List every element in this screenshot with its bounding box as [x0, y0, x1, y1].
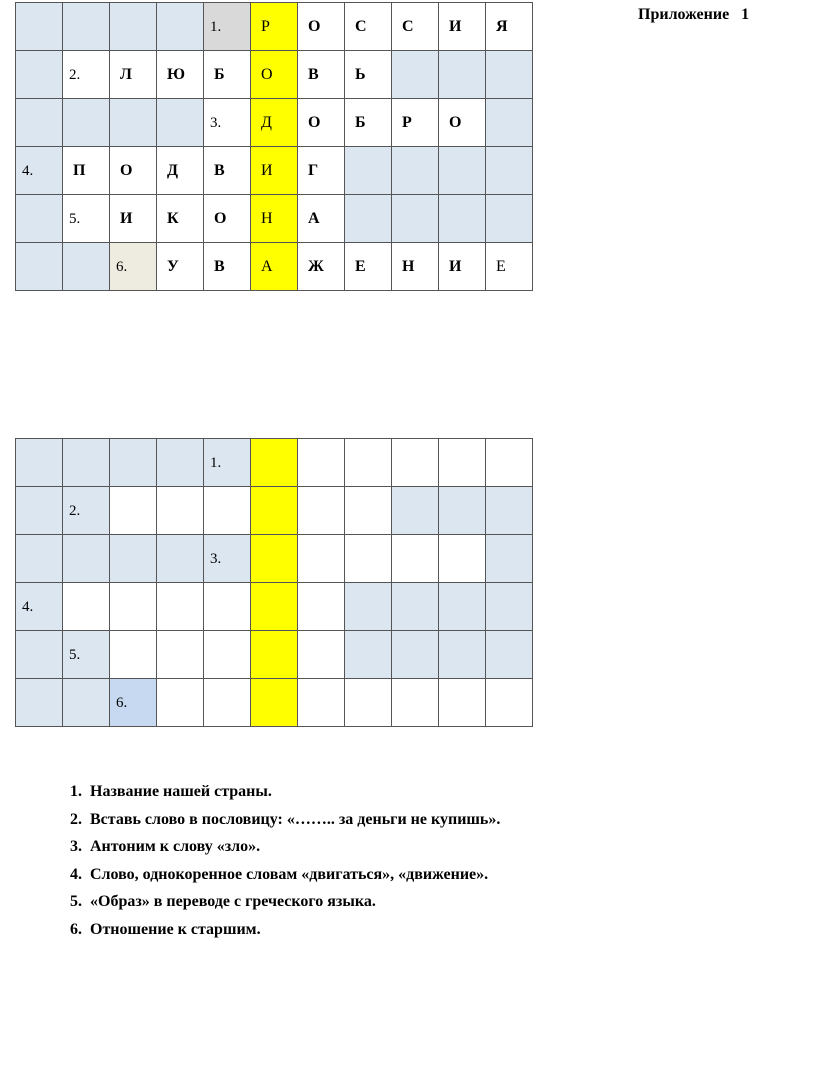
grid-row: [16, 99, 533, 147]
cell-text: А: [261, 257, 273, 275]
letter-cell: [157, 3, 204, 51]
letter-cell[interactable]: [439, 535, 486, 583]
letter-cell: [486, 535, 533, 583]
cell-text: О: [308, 17, 321, 35]
grid-row: [16, 631, 533, 679]
keyword-cell: [251, 147, 298, 195]
letter-cell: [392, 195, 439, 243]
grid-row: [16, 439, 533, 487]
letter-cell: [110, 535, 157, 583]
letter-cell: [63, 243, 110, 291]
letter-cell[interactable]: [204, 583, 251, 631]
letter-cell: [439, 195, 486, 243]
letter-cell: [110, 51, 157, 99]
letter-cell[interactable]: [345, 439, 392, 487]
letter-cell: [63, 147, 110, 195]
cell-text: О: [214, 209, 227, 227]
letter-cell: [486, 195, 533, 243]
cell-text: 6.: [116, 258, 128, 275]
keyword-cell: [251, 99, 298, 147]
cell-text: Я: [496, 17, 508, 35]
letter-cell: [486, 51, 533, 99]
cell-text: 6.: [116, 694, 128, 711]
cell-text: О: [308, 113, 321, 131]
letter-cell: [486, 147, 533, 195]
letter-cell: [110, 147, 157, 195]
letter-cell: [110, 3, 157, 51]
cell-text: Р: [402, 113, 412, 131]
letter-cell[interactable]: [298, 439, 345, 487]
cell-text: 5.: [69, 646, 81, 663]
letter-cell: [486, 99, 533, 147]
cell-text: Ь: [355, 65, 366, 83]
clue-item: 2. Вставь слово в пословицу: «…….. за деньги не купишь».: [86, 806, 500, 834]
cell-text: Б: [214, 65, 225, 83]
letter-cell: [392, 3, 439, 51]
letter-cell: [439, 147, 486, 195]
letter-cell[interactable]: [392, 679, 439, 727]
letter-cell: [345, 243, 392, 291]
appendix-label: [638, 6, 749, 24]
letter-cell[interactable]: [157, 487, 204, 535]
clue-number-cell: [63, 51, 110, 99]
letter-cell: [16, 631, 63, 679]
letter-cell: [439, 583, 486, 631]
cell-text: Н: [402, 257, 415, 275]
clue-number-cell: [110, 679, 157, 727]
letter-cell: [204, 243, 251, 291]
letter-cell: [392, 487, 439, 535]
letter-cell: [345, 51, 392, 99]
letter-cell: [63, 3, 110, 51]
keyword-cell[interactable]: [251, 583, 298, 631]
cell-text: Н: [261, 209, 273, 227]
letter-cell[interactable]: [392, 439, 439, 487]
letter-cell: [298, 3, 345, 51]
letter-cell: [157, 51, 204, 99]
cell-text: С: [402, 17, 414, 35]
grid-row: [16, 51, 533, 99]
letter-cell: [298, 195, 345, 243]
letter-cell: [486, 631, 533, 679]
clue-number-cell: [16, 147, 63, 195]
letter-cell[interactable]: [345, 535, 392, 583]
cell-text: Ж: [308, 257, 324, 275]
cell-text: О: [449, 113, 462, 131]
keyword-cell: [251, 243, 298, 291]
letter-cell: [157, 99, 204, 147]
keyword-cell: [251, 195, 298, 243]
clue-item: 3. Антоним к слову «зло».: [86, 833, 500, 861]
keyword-cell[interactable]: [251, 439, 298, 487]
letter-cell: [157, 147, 204, 195]
letter-cell: [298, 243, 345, 291]
clue-number-cell: [16, 583, 63, 631]
grid-row: [16, 195, 533, 243]
letter-cell: [439, 487, 486, 535]
letter-cell: [486, 583, 533, 631]
cell-text: 3.: [210, 114, 222, 131]
clue-item: 1. Название нашей страны.: [86, 778, 500, 806]
cell-text: О: [120, 161, 133, 179]
letter-cell: [16, 195, 63, 243]
letter-cell: [298, 51, 345, 99]
cell-text: В: [308, 65, 319, 83]
letter-cell: [157, 535, 204, 583]
letter-cell: [392, 147, 439, 195]
letter-cell: [157, 195, 204, 243]
letter-cell: [392, 631, 439, 679]
letter-cell: [392, 583, 439, 631]
letter-cell: [345, 583, 392, 631]
letter-cell: [63, 439, 110, 487]
letter-cell: [345, 99, 392, 147]
clue-number-cell: [110, 243, 157, 291]
cell-text: Б: [355, 113, 366, 131]
grid-row: [16, 535, 533, 583]
letter-cell[interactable]: [345, 679, 392, 727]
letter-cell[interactable]: [63, 583, 110, 631]
letter-cell[interactable]: [204, 679, 251, 727]
clue-item: 5. «Образ» в переводе с греческого языка.: [86, 888, 500, 916]
appendix-number: 1: [741, 6, 750, 23]
letter-cell: [204, 147, 251, 195]
cell-text: И: [120, 209, 133, 227]
letter-cell: [345, 631, 392, 679]
letter-cell: [204, 51, 251, 99]
clue-list: [52, 778, 500, 943]
appendix-title: Приложение: [638, 6, 730, 23]
keyword-cell[interactable]: [251, 631, 298, 679]
letter-cell: [16, 439, 63, 487]
letter-cell[interactable]: [204, 631, 251, 679]
grid-row: [16, 3, 533, 51]
letter-cell: [439, 99, 486, 147]
letter-cell: [392, 51, 439, 99]
letter-cell: [392, 243, 439, 291]
cell-text: В: [214, 161, 225, 179]
cell-text: Е: [496, 257, 506, 275]
keyword-cell: [251, 3, 298, 51]
letter-cell: [298, 99, 345, 147]
letter-cell: [110, 439, 157, 487]
letter-cell: [486, 3, 533, 51]
letter-cell: [157, 243, 204, 291]
letter-cell: [439, 631, 486, 679]
letter-cell: [63, 535, 110, 583]
cell-text: У: [167, 257, 179, 275]
cell-text: Ю: [167, 65, 186, 83]
letter-cell: [439, 243, 486, 291]
grid-row: [16, 243, 533, 291]
letter-cell: [16, 487, 63, 535]
letter-cell[interactable]: [157, 631, 204, 679]
keyword-cell[interactable]: [251, 535, 298, 583]
cell-text: К: [167, 209, 179, 227]
letter-cell: [345, 147, 392, 195]
letter-cell[interactable]: [298, 583, 345, 631]
letter-cell[interactable]: [486, 439, 533, 487]
letter-cell[interactable]: [392, 535, 439, 583]
cell-text: Р: [261, 17, 270, 35]
letter-cell: [16, 535, 63, 583]
cell-text: 2.: [69, 502, 81, 519]
cell-text: 1.: [210, 454, 222, 471]
letter-cell: [439, 3, 486, 51]
grid-row: [16, 679, 533, 727]
cell-text: О: [261, 65, 273, 83]
clue-number-cell: [204, 439, 251, 487]
keyword-cell[interactable]: [251, 487, 298, 535]
cell-text: Д: [261, 113, 272, 131]
letter-cell: [16, 99, 63, 147]
letter-cell[interactable]: [298, 535, 345, 583]
clue-number-cell: [204, 99, 251, 147]
letter-cell: [392, 99, 439, 147]
clue-item: 6. Отношение к старшим.: [86, 916, 500, 944]
letter-cell[interactable]: [298, 679, 345, 727]
letter-cell: [16, 243, 63, 291]
letter-cell: [110, 195, 157, 243]
letter-cell[interactable]: [204, 487, 251, 535]
cell-text: Д: [167, 161, 179, 179]
letter-cell: [63, 99, 110, 147]
letter-cell[interactable]: [157, 679, 204, 727]
letter-cell: [16, 679, 63, 727]
clue-number-cell: [204, 535, 251, 583]
letter-cell: [486, 243, 533, 291]
keyword-cell[interactable]: [251, 679, 298, 727]
cell-text: И: [449, 257, 462, 275]
letter-cell: [110, 99, 157, 147]
letter-cell: [486, 487, 533, 535]
letter-cell: [345, 195, 392, 243]
grid-row: [16, 147, 533, 195]
cell-text: С: [355, 17, 367, 35]
letter-cell[interactable]: [439, 679, 486, 727]
letter-cell: [16, 3, 63, 51]
clue-number-cell: [63, 195, 110, 243]
letter-cell[interactable]: [157, 583, 204, 631]
letter-cell[interactable]: [345, 487, 392, 535]
letter-cell: [298, 147, 345, 195]
letter-cell[interactable]: [298, 487, 345, 535]
letter-cell: [16, 51, 63, 99]
grid-row: [16, 583, 533, 631]
cell-text: И: [261, 161, 273, 179]
letter-cell: [63, 679, 110, 727]
cell-text: 5.: [69, 210, 81, 227]
letter-cell[interactable]: [110, 583, 157, 631]
cell-text: Е: [355, 257, 366, 275]
cell-text: В: [214, 257, 225, 275]
cell-text: П: [73, 161, 86, 179]
cell-text: 3.: [210, 550, 222, 567]
crossword-blank-grid: [15, 438, 533, 727]
clue-number-cell: [63, 631, 110, 679]
crossword-solved-grid: [15, 2, 533, 291]
letter-cell: [345, 3, 392, 51]
letter-cell: [157, 439, 204, 487]
cell-text: Г: [308, 161, 319, 179]
letter-cell[interactable]: [110, 487, 157, 535]
cell-text: 4.: [22, 162, 34, 179]
letter-cell[interactable]: [110, 631, 157, 679]
clue-number-cell: [204, 3, 251, 51]
letter-cell: [439, 51, 486, 99]
cell-text: А: [308, 209, 320, 227]
clue-number-cell: [63, 487, 110, 535]
clue-item: 4. Слово, однокоренное словам «двигаться», «движение».: [86, 861, 500, 889]
letter-cell[interactable]: [439, 439, 486, 487]
cell-text: 1.: [210, 18, 222, 35]
letter-cell[interactable]: [298, 631, 345, 679]
cell-text: 2.: [69, 66, 81, 83]
cell-text: 4.: [22, 598, 34, 615]
grid-row: [16, 487, 533, 535]
cell-text: Л: [120, 65, 132, 83]
letter-cell[interactable]: [486, 679, 533, 727]
keyword-cell: [251, 51, 298, 99]
letter-cell: [204, 195, 251, 243]
cell-text: И: [449, 17, 462, 35]
